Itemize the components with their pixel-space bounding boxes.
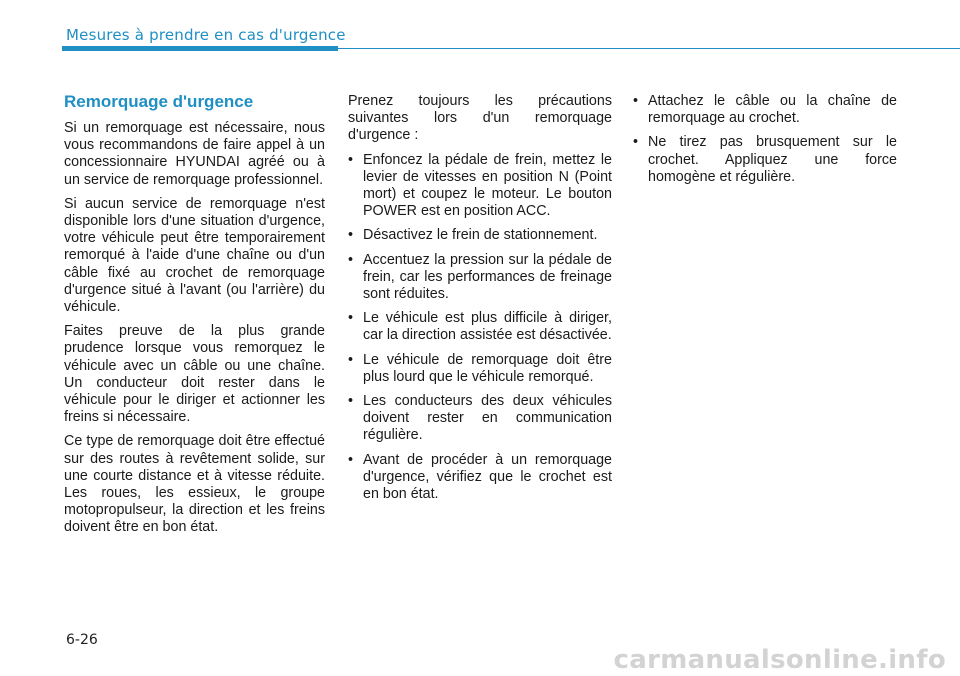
column-right: [633, 93, 897, 193]
header-accent-bar: [62, 46, 338, 51]
list-item: • Le véhicule de remorquage doit être plus lourd que le véhicule remorqué.: [348, 351, 612, 385]
page-number: 6-26: [66, 632, 98, 648]
list-item: • Accentuez la pression sur la pédale de frein, car les performances de freinage sont réduites.: [348, 251, 612, 303]
section-title: Remorquage d'urgence: [64, 92, 254, 111]
paragraph: Ce type de remorquage doit être effectué sur des routes à revêtement solide, sur une courte distance et à vitesse réduite. Les roues, les essieux, le groupe motopropulseur, la direction et les freins doivent être en bon état.: [64, 433, 325, 536]
paragraph: Faites preuve de la plus grande prudence lorsque vous remorquez le véhicule avec un câble ou une chaîne. Un conducteur doit rester dans le véhicule pour le diriger et actionner les freins si nécessaire.: [64, 323, 325, 426]
column-middle: [348, 93, 612, 510]
precautions-list: [348, 152, 612, 504]
towing-steps-list: [633, 93, 897, 186]
bullet-icon: •: [633, 93, 639, 109]
list-item: • Les conducteurs des deux véhicules doivent rester en communication régulière.: [348, 393, 612, 444]
precautions-intro: Prenez toujours les précautions suivantes lors d'un remorquage d'urgence :: [348, 93, 612, 144]
bullet-icon: •: [633, 134, 639, 151]
list-item: • Attachez le câble ou la chaîne de remorquage au crochet.: [633, 93, 897, 127]
watermark: carmanualsonline.info: [613, 645, 946, 675]
section-header-title: Mesures à prendre en cas d'urgence: [66, 26, 346, 44]
list-item: • Avant de procéder à un remorquage d'urgence, vérifiez que le crochet est en bon état.: [348, 451, 612, 503]
header-rule: [338, 48, 960, 49]
bullet-icon: •: [348, 227, 354, 244]
list-item: • Ne tirez pas brusquement sur le crochet. Appliquez une force homogène et régulière.: [633, 134, 897, 185]
bullet-icon: •: [348, 151, 354, 168]
paragraph: Si aucun service de remorquage n'est disponible lors d'une situation d'urgence, votre véhicule peut être temporairement remorqué à l'aide d'une chaîne ou d'un câble fixé au crochet de remorquage d'urgence situé à l'avant (ou l'arrière) du véhicule.: [64, 195, 325, 316]
bullet-icon: •: [348, 451, 354, 468]
paragraph: Si un remorquage est nécessaire, nous vous recommandons de faire appel à un concessionnaire HYUNDAI agréé ou à un service de remorquage professionnel.: [64, 120, 325, 188]
bullet-icon: •: [348, 251, 354, 268]
list-item: • Enfoncez la pédale de frein, mettez le levier de vitesses en position N (Point mort) et coupez le moteur. Le bouton POWER est en position ACC.: [348, 151, 612, 220]
list-item: • Le véhicule est plus difficile à diriger, car la direction assistée est désactivée.: [348, 310, 612, 344]
bullet-icon: •: [348, 351, 354, 368]
column-left: [64, 92, 325, 544]
bullet-icon: •: [348, 393, 354, 410]
list-item: • Désactivez le frein de stationnement.: [348, 227, 598, 244]
bullet-icon: •: [348, 310, 354, 327]
